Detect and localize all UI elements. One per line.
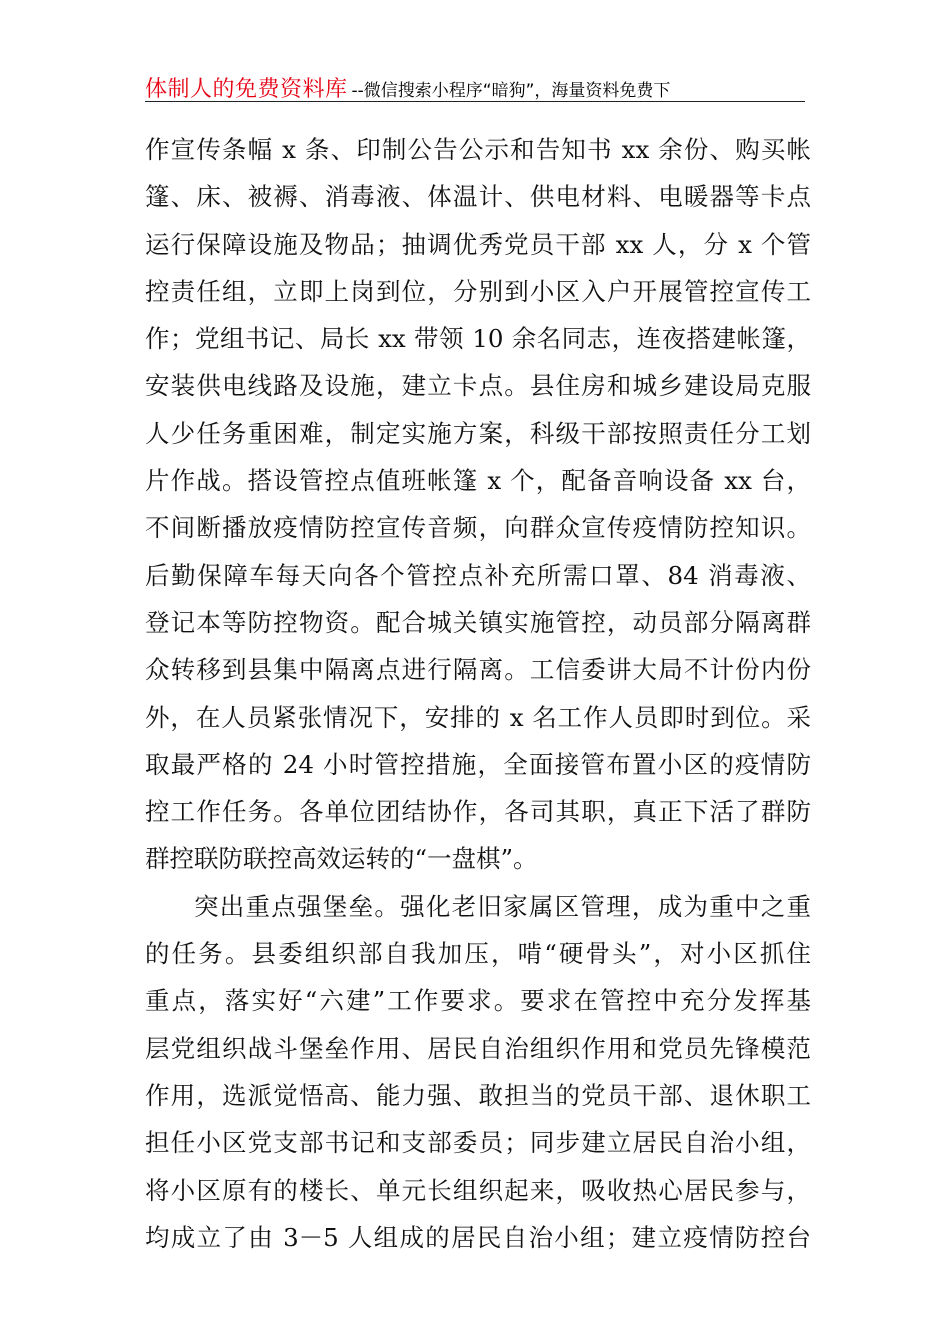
text-line: 取最严格的 24 小时管控措施，全面接管布置小区的疫情防 (145, 749, 811, 779)
text-line: 不间断播放疫情防控宣传音频，向群众宣传疫情防控知识。 (145, 513, 811, 543)
text-line: 的任务。县委组织部自我加压，啃“硬骨头”，对小区抓住 (145, 939, 811, 969)
text-line: 运行保障设施及物品；抽调优秀党员干部 xx 人，分 x 个管 (145, 229, 811, 259)
text-line: 人少任务重困难，制定实施方案，科级干部按照责任分工划 (145, 418, 811, 448)
text-line: 控责任组，立即上岗到位，分别到小区入户开展管控宣传工 (145, 276, 811, 306)
text-line: 众转移到县集中隔离点进行隔离。工信委讲大局不计份内份 (145, 655, 811, 685)
header-brand-title: 体制人的免费资料库 (145, 77, 348, 102)
paragraph-2 (145, 883, 811, 1261)
header-divider (145, 101, 805, 102)
paragraph-1 (145, 126, 811, 883)
document-body (145, 126, 811, 1261)
text-line: 作用，选派觉悟高、能力强、敢担当的党员干部、退休职工 (145, 1080, 811, 1110)
text-line: 均成立了由 3－5 人组成的居民自治小组；建立疫情防控台 (145, 1222, 811, 1252)
text-line: 作宣传条幅 x 条、印制公告公示和告知书 xx 余份、购买帐 (145, 135, 811, 164)
text-line-first: 突出重点强堡垒。强化老旧家属区管理，成为重中之重 (194, 891, 811, 921)
text-line: 作；党组书记、局长 xx 带领 10 余名同志，连夜搭建帐篷， (145, 324, 811, 354)
header-subtitle: --微信搜索小程序“暗狗”，海量资料免费下 (351, 81, 671, 101)
text-line: 重点，落实好“六建”工作要求。要求在管控中充分发挥基 (145, 986, 811, 1016)
page-header (145, 72, 805, 102)
text-line: 担任小区党支部书记和支部委员；同步建立居民自治小组， (145, 1128, 811, 1158)
text-line: 控工作任务。各单位团结协作，各司其职，真正下活了群防 (145, 797, 811, 827)
text-line: 外，在人员紧张情况下，安排的 x 名工作人员即时到位。采 (145, 702, 811, 732)
text-line: 篷、床、被褥、消毒液、体温计、供电材料、电暖器等卡点 (145, 182, 811, 212)
text-line: 安装供电线路及设施，建立卡点。县住房和城乡建设局克服 (145, 371, 811, 401)
text-line-last: 群控联防联控高效运转的“一盘棋”。 (145, 844, 538, 874)
text-line: 片作战。搭设管控点值班帐篷 x 个，配备音响设备 xx 台， (145, 466, 811, 496)
text-line: 后勤保障车每天向各个管控点补充所需口罩、84 消毒液、 (145, 560, 811, 590)
text-line: 将小区原有的楼长、单元长组织起来，吸收热心居民参与， (145, 1175, 811, 1205)
text-line: 层党组织战斗堡垒作用、居民自治组织作用和党员先锋模范 (145, 1033, 811, 1063)
text-line: 登记本等防控物资。配合城关镇实施管控，动员部分隔离群 (145, 607, 811, 637)
